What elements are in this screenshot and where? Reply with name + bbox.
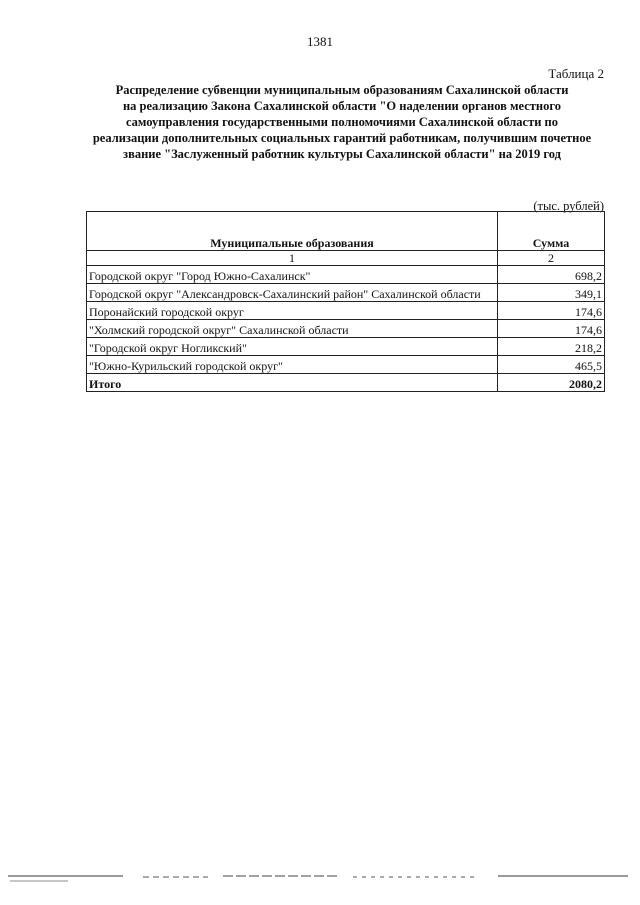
total-amount: 2080,2: [498, 374, 605, 392]
total-label: Итого: [87, 374, 498, 392]
title-line: Распределение субвенции муниципальным образованиям Сахалинской области: [115, 83, 569, 97]
table-row: [87, 356, 605, 374]
table-label: Таблица 2: [548, 66, 604, 81]
municipality-name: "Южно-Курильский городской округ": [87, 356, 498, 374]
page-number: 1381: [307, 34, 333, 49]
subvention-table: [86, 211, 605, 392]
municipality-name: Городской округ "Александровск-Сахалинский район" Сахалинской области: [87, 284, 498, 302]
amount-value: 698,2: [498, 266, 605, 284]
table-row: [87, 302, 605, 320]
table-row: [87, 266, 605, 284]
scan-footer-rule: [8, 868, 628, 888]
document-title: [82, 82, 602, 162]
header-municipalities: Муниципальные образования: [87, 212, 498, 251]
title-line: на реализацию Закона Сахалинской области "О наделении органов местного: [122, 99, 561, 113]
total-row: [87, 374, 605, 392]
municipality-name: "Холмский городской округ" Сахалинской области: [87, 320, 498, 338]
table-row: [87, 284, 605, 302]
title-line: самоуправления государственными полномочиями Сахалинской области по: [125, 115, 558, 129]
amount-value: 465,5: [498, 356, 605, 374]
title-line: звание "Заслуженный работник культуры Сахалинской области" на 2019 год: [123, 147, 561, 161]
table-row: [87, 320, 605, 338]
column-number: 2: [498, 251, 605, 266]
amount-value: 218,2: [498, 338, 605, 356]
header-amount: Сумма: [498, 212, 605, 251]
table-header-row: [87, 212, 605, 251]
amount-value: 349,1: [498, 284, 605, 302]
municipality-name: "Городской округ Ногликский": [87, 338, 498, 356]
column-number-row: [87, 251, 605, 266]
column-number: 1: [87, 251, 498, 266]
amount-value: 174,6: [498, 302, 605, 320]
table-row: [87, 338, 605, 356]
units-label: (тыс. рублей): [533, 199, 604, 213]
amount-value: 174,6: [498, 320, 605, 338]
municipality-name: Городской округ "Город Южно-Сахалинск": [87, 266, 498, 284]
municipality-name: Поронайский городской округ: [87, 302, 498, 320]
title-line: реализации дополнительных социальных гарантий работникам, получившим почетное: [92, 131, 592, 145]
